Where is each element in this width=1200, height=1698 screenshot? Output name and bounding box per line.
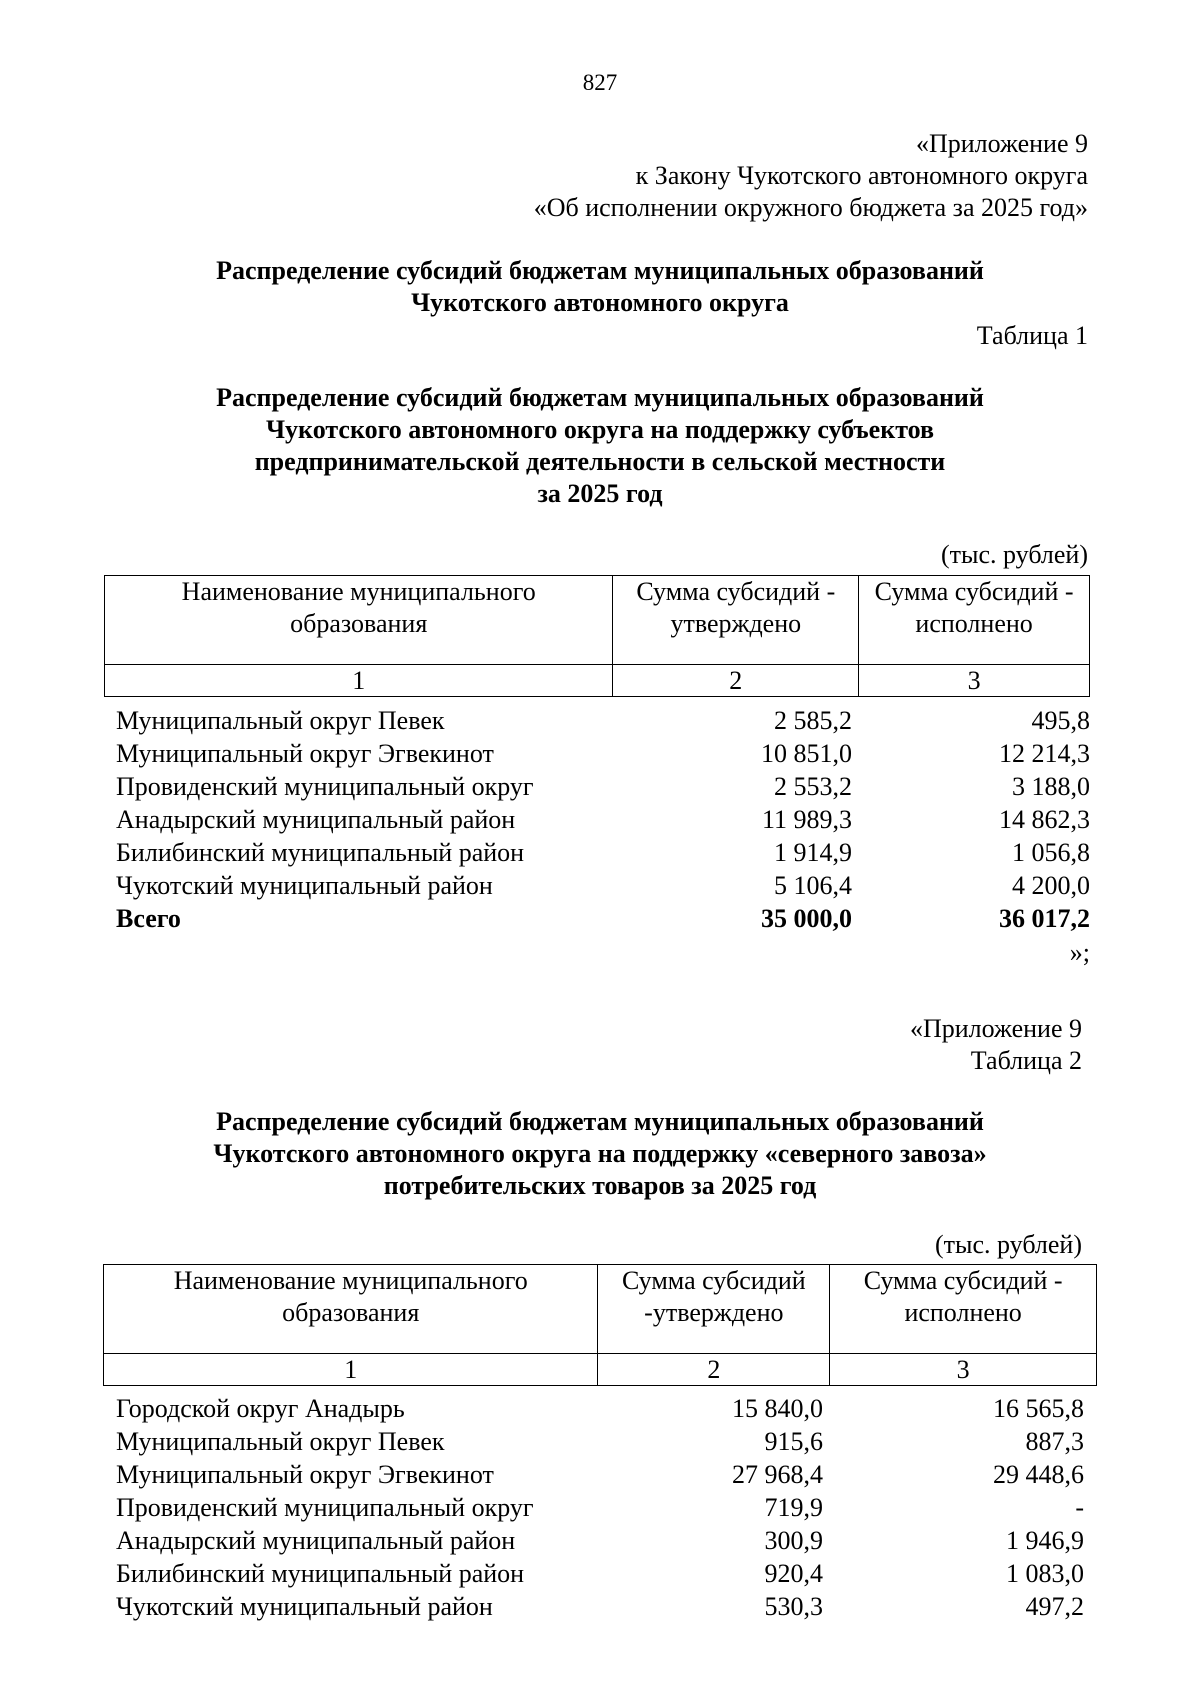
row-executed: 16 565,8: [993, 1394, 1084, 1423]
row-executed: 887,3: [1025, 1427, 1084, 1456]
row-approved: 300,9: [764, 1526, 823, 1555]
row-name: Анадырский муниципальный район: [116, 805, 516, 834]
table1-title-line: Чукотского автономного округа на поддержку субъектов: [265, 415, 935, 444]
row-approved: 10 851,0: [761, 739, 852, 768]
row-name: Чукотский муниципальный район: [116, 871, 493, 900]
row-name: Муниципальный округ Эгвекинот: [116, 739, 494, 768]
row-name: Билибинский муниципальный район: [116, 838, 525, 867]
row-name: Муниципальный округ Певек: [116, 1427, 445, 1456]
table1-header: [104, 575, 1090, 697]
table1-total-row: [0, 902, 1200, 935]
row-approved: 2 553,2: [774, 772, 852, 801]
row-executed: 4 200,0: [1012, 871, 1090, 900]
row-name: Анадырский муниципальный район: [116, 1526, 516, 1555]
table1-header-name: Наименование муниципального образования: [105, 576, 613, 665]
table2-header-name: Наименование муниципального образования: [104, 1265, 598, 1354]
total-executed: 36 017,2: [999, 904, 1090, 933]
table1-title-line: за 2025 год: [537, 479, 663, 508]
row-name: Провиденский муниципальный округ: [116, 772, 534, 801]
row-name: Провиденский муниципальный округ: [116, 1493, 534, 1522]
main-title-line: Распределение субсидий бюджетам муниципальных образований: [216, 256, 984, 285]
table1-row: [0, 770, 1200, 803]
row-approved: 719,9: [764, 1493, 823, 1522]
table2-label: Таблица 2: [970, 1046, 1082, 1075]
table1-unit: (тыс. рублей): [940, 540, 1088, 569]
table2-row: [0, 1392, 1200, 1425]
table2-unit: (тыс. рублей): [934, 1230, 1082, 1259]
table2-row: [0, 1458, 1200, 1491]
table2-header-approved: Сумма субсидий -утверждено: [598, 1265, 830, 1354]
table1-closing: [0, 936, 1200, 969]
table2-colnum: 1: [104, 1354, 598, 1386]
table2-row: [0, 1425, 1200, 1458]
table1-header-approved: Сумма субсидий - утверждено: [613, 576, 859, 665]
closing-quote: »;: [1069, 938, 1090, 967]
table1-colnum: 1: [105, 665, 613, 697]
row-executed: 1 946,9: [1006, 1526, 1084, 1555]
row-approved: 530,3: [764, 1592, 823, 1621]
row-executed: 29 448,6: [993, 1460, 1084, 1489]
row-approved: 5 106,4: [774, 871, 852, 900]
table2-header-executed: Сумма субсидий - исполнено: [830, 1265, 1097, 1354]
row-approved: 15 840,0: [732, 1394, 823, 1423]
row-executed: 497,2: [1025, 1592, 1084, 1621]
table1-colnum: 2: [613, 665, 859, 697]
table2-row: [0, 1491, 1200, 1524]
table2-title-line: Чукотского автономного округа на поддержку «северного завоза»: [213, 1139, 987, 1168]
page-number: 827: [582, 70, 618, 95]
table1-title-line: Распределение субсидий бюджетам муниципальных образований: [216, 383, 984, 412]
table1-title-line: предпринимательской деятельности в сельской местности: [254, 447, 946, 476]
table2-title-line: Распределение субсидий бюджетам муниципальных образований: [216, 1107, 984, 1136]
row-executed: 12 214,3: [999, 739, 1090, 768]
row-executed: 3 188,0: [1012, 772, 1090, 801]
row-executed: 1 083,0: [1006, 1559, 1084, 1588]
total-label: Всего: [116, 904, 181, 933]
main-title: [0, 255, 1200, 319]
table1-row: [0, 836, 1200, 869]
table1-row: [0, 737, 1200, 770]
row-name: Чукотский муниципальный район: [116, 1592, 493, 1621]
table1-colnum: 3: [859, 665, 1090, 697]
row-executed: 14 862,3: [999, 805, 1090, 834]
row-approved: 1 914,9: [774, 838, 852, 867]
appendix2-number: «Приложение 9: [909, 1014, 1082, 1043]
table2-row: [0, 1524, 1200, 1557]
appendix-number: «Приложение 9: [915, 129, 1088, 158]
appendix-law-ref: к Закону Чукотского автономного округа: [635, 161, 1088, 190]
total-approved: 35 000,0: [761, 904, 852, 933]
table1-label: Таблица 1: [976, 321, 1088, 350]
appendix2-header: [600, 1013, 1082, 1077]
row-name: Билибинский муниципальный район: [116, 1559, 525, 1588]
row-approved: 2 585,2: [774, 706, 852, 735]
table2-colnum: 3: [830, 1354, 1097, 1386]
table1-row: [0, 869, 1200, 902]
row-approved: 915,6: [764, 1427, 823, 1456]
table1-header-executed: Сумма субсидий - исполнено: [859, 576, 1090, 665]
row-approved: 920,4: [764, 1559, 823, 1588]
row-executed: 495,8: [1031, 706, 1090, 735]
table1-title: [0, 382, 1200, 510]
row-name: Муниципальный округ Певек: [116, 706, 445, 735]
table2-colnum: 2: [598, 1354, 830, 1386]
appendix-header: [300, 128, 1088, 224]
main-title-line: Чукотского автономного округа: [411, 288, 789, 317]
appendix-law-title: «Об исполнении окружного бюджета за 2025 год»: [533, 193, 1088, 222]
row-name: Городской округ Анадырь: [116, 1394, 405, 1423]
table2-row: [0, 1590, 1200, 1623]
table2-title-line: потребительских товаров за 2025 год: [383, 1171, 817, 1200]
table2-row: [0, 1557, 1200, 1590]
row-approved: 27 968,4: [732, 1460, 823, 1489]
row-executed: 1 056,8: [1012, 838, 1090, 867]
table2-title: [0, 1106, 1200, 1202]
table2-header: [103, 1264, 1097, 1386]
table1-row: [0, 803, 1200, 836]
table1-row: [0, 704, 1200, 737]
row-executed: -: [1075, 1493, 1084, 1522]
row-name: Муниципальный округ Эгвекинот: [116, 1460, 494, 1489]
row-approved: 11 989,3: [761, 805, 852, 834]
